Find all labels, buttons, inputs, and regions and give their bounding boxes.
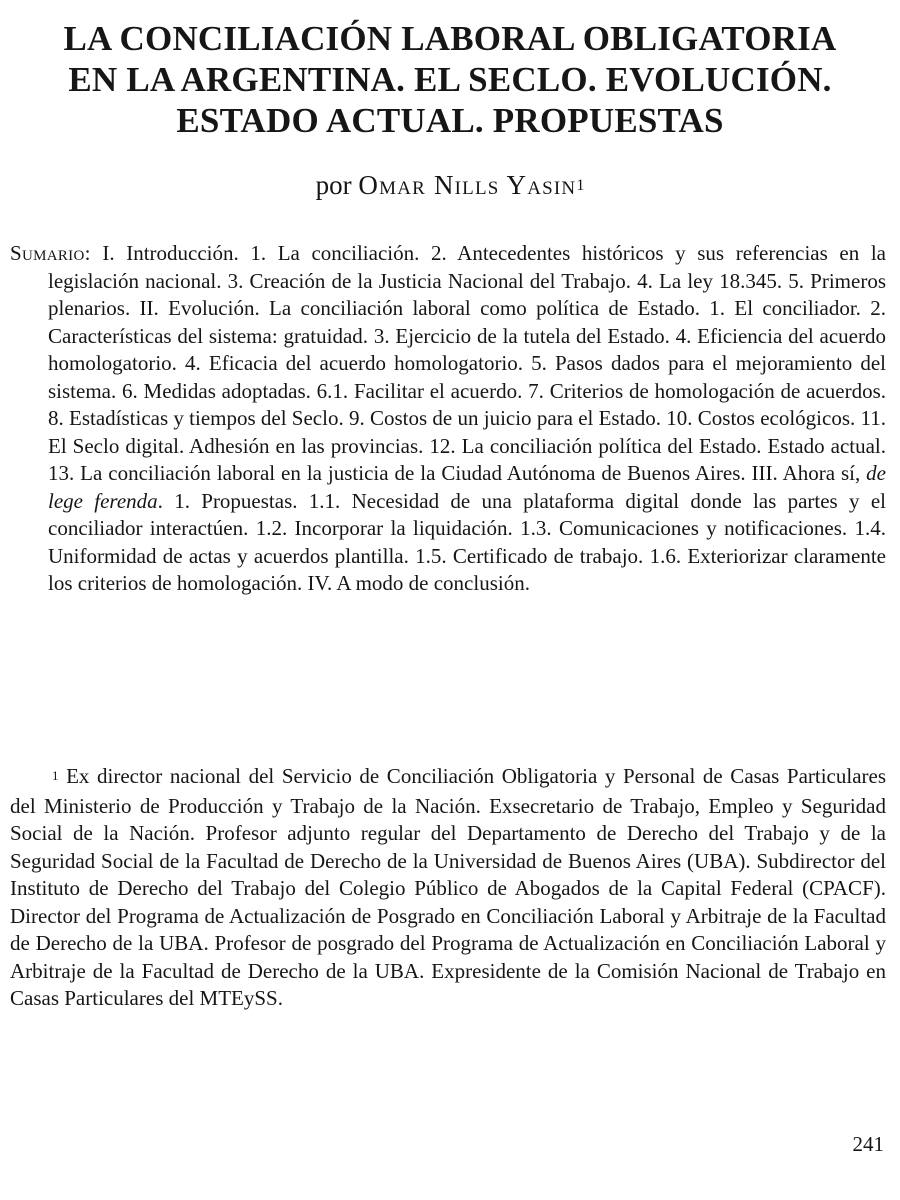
author-prefix: por (315, 170, 352, 200)
summary-italic-phrase: de lege ferenda (48, 461, 886, 513)
author-byline (0, 168, 900, 207)
summary-text-part-1: I. Introducción. 1. La conciliación. 2. Antecedentes históricos y sus referencias en la legislación nacional. 3. Creación de la Justicia Nacional del Trabajo. 4. La ley 18.345. 5. Primeros plenarios. II. Evolución. La conciliación laboral como política de Estado. 1. El conciliador. 2. Características del sistema: gratuidad. 3. Ejercicio de la tutela del Estado. 4. Eficiencia del acuerdo homologatorio. 4. Eficacia del acuerdo homologatorio. 5. Pasos dados para el mejoramiento del sistema. 6. Medidas adoptadas. 6.1. Facilitar el acuerdo. 7. Criterios de homologación de acuerdos. 8. Estadísticas y tiempos del Seclo. 9. Costos de un juicio para el Estado. 10. Costos ecológicos. 11. El Seclo digital. Adhesión en las provincias. 12. La conciliación política del Estado. Estado actual. 13. La conciliación laboral en la justicia de la Ciudad Autónoma de Buenos Aires. III. Ahora sí, (48, 241, 886, 485)
page-number: 241 (852, 1132, 884, 1156)
author-footnote-mark: 1 (576, 177, 585, 194)
summary-label: Sumario: (10, 241, 91, 265)
footnote-text: Ex director nacional del Servicio de Conciliación Obligatoria y Personal de Casas Particulares del Ministerio de Producción y Trabajo de la Nación. Exsecretario de Trabajo, Empleo y Seguridad Social de la Nación. Profesor adjunto regular del Departamento de Derecho del Trabajo y de la Seguridad Social de la Facultad de Derecho de la Universidad de Buenos Aires (UBA). Subdirector del Instituto de Derecho del Trabajo del Colegio Público de Abogados de la Capital Federal (CPACF). Director del Programa de Actualización de Posgrado en Conciliación Laboral y Arbitraje de la Facultad de Derecho de la UBA. Profesor de posgrado del Programa de Actualización en Conciliación Laboral y Arbitraje de la Facultad de Derecho de la UBA. Expresidente de la Comisión Nacional de Trabajo en Casas Particulares del MTEySS. (10, 764, 887, 1010)
summary-label-wrap (10, 241, 91, 265)
footnote-1 (10, 763, 886, 1013)
article-title (30, 18, 870, 141)
summary-text-part-2: . 1. Propuestas. 1.1. Necesidad de una plataforma digital donde las partes y el conciliador interactúen. 1.2. Incorporar la liquidación. 1.3. Comunicaciones y notificaciones. 1.4. Uniformidad de actas y acuerdos plantilla. 1.5. Certificado de trabajo. 1.6. Exteriorizar claramente los criterios de homologación. IV. A modo de conclusión. (48, 488, 886, 595)
author-name: Omar Nills Yasin (358, 170, 577, 200)
title-line-2: EN LA ARGENTINA. EL SECLO. EVOLUCIÓN. (68, 60, 832, 99)
summary-paragraph (10, 240, 886, 598)
footnote-mark: 1 (52, 768, 59, 783)
title-line-1: LA CONCILIACIÓN LABORAL OBLIGATORIA (63, 19, 837, 58)
title-line-3: ESTADO ACTUAL. PROPUESTAS (176, 101, 724, 140)
